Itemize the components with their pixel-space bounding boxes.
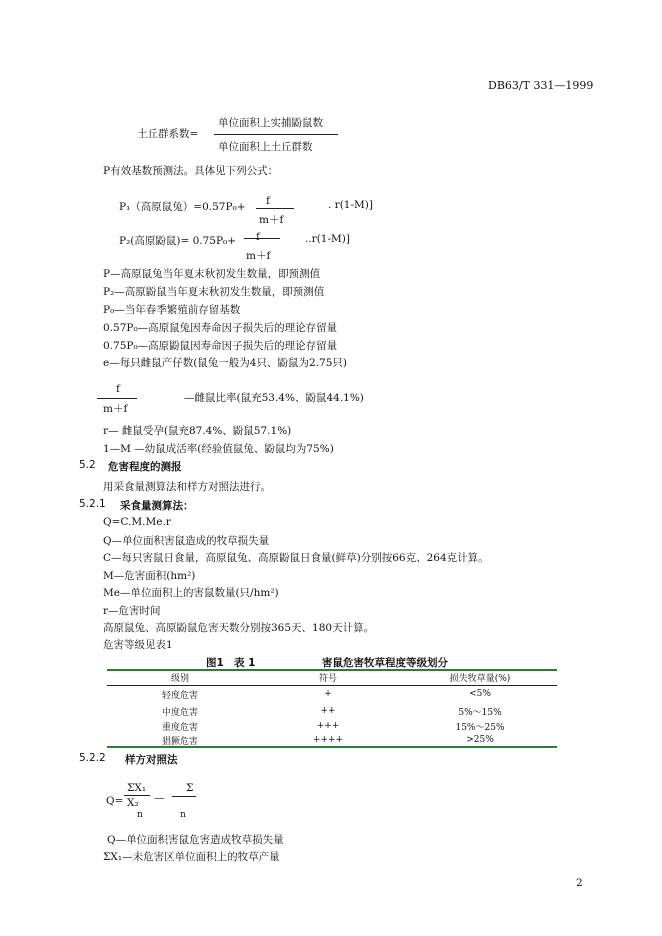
formula2-denominator: m＋f [259,214,284,226]
formula2-lhs: P₁（高原鼠兔）=0.57P₀+ [119,201,246,213]
formula4-n2: n [180,810,186,820]
definition-line: P—高原鼠兔当年夏末秋初发生数量，即预测值 [103,268,321,280]
formula1-numerator: 单位面积上实捕鼢鼠数 [218,117,323,129]
definition-line: C—每只害鼠日食量，高原鼠兔、高原鼢鼠日食量(鲜草)分别按66克、264克计算。 [103,552,489,564]
page-number: 2 [576,877,583,889]
formula2-fraction-bar [256,208,294,209]
formula3-denominator: m＋f [246,250,271,262]
subsection-number: 5.2.2 [79,752,106,764]
definition-line: Q—单位面积害鼠危害造成牧草损失量 [107,834,284,846]
definition-line: 1—M —幼鼠成活率(经验值鼠兔、鼢鼠均为75%) [103,443,334,455]
definition-line: P₀—当年春季繁殖前存留基数 [103,304,241,316]
table-cell: 重度危害 [161,722,198,733]
table-cell: 猖獗危害 [161,736,198,747]
definition-line: Me—单位面积上的害鼠数量(只/hm²) [103,587,279,599]
table-cell: 15%～25% [455,722,505,733]
table-header-cell: 符号 [318,673,337,684]
formula4-fraction-bar1 [124,795,150,796]
table-cell: >25% [466,735,494,745]
table-cell: 5%～15% [458,707,502,718]
definition-line: r— 雌鼠受孕(鼠充87.4%、鼢鼠57.1%) [103,425,292,437]
table-row [107,719,557,733]
formula1-denominator: 单位面积上土丘群数 [218,141,313,153]
formula4-lhs: Q= [106,795,124,807]
formula4-n1: n [137,810,143,820]
formula4-fraction-bar2 [172,796,196,797]
definition-line: ΣX₁—未危害区单位面积上的牧草产量 [103,851,280,863]
ratio-numerator: f [116,383,120,395]
formula3-tail: ..r(1-M)] [305,233,350,245]
subsection-number: 5.2.1 [79,498,106,510]
figure-label: 图1 [206,657,224,669]
definition-line: 高原鼠兔、高原鼢鼠危害天数分别按365天、180天计算。 [103,622,375,634]
definition-line: 危害等级见表1 [103,639,173,651]
table-title: 害鼠危害牧草程度等级划分 [322,657,448,669]
section-number: 5.2 [79,459,96,471]
table-header-row [107,669,557,685]
table-label: 表 1 [234,657,256,669]
table-cell: 轻度危害 [161,690,198,701]
table-cell: ++++ [312,735,344,745]
section-title: 危害程度的测报 [108,461,182,473]
table-cell: + [324,689,332,699]
table-row [107,703,557,719]
formula1-fraction-bar [214,134,338,135]
ratio-fraction-bar [97,398,137,399]
formula1-lhs: 土丘群系数= [137,128,199,140]
definition-line: e—每只雌鼠产仔数(鼠兔一般为4只、鼢鼠为2.75只) [103,357,347,369]
formula3-fraction-bar [244,238,280,239]
table-header-cell: 损失牧草量(%) [449,673,511,684]
ratio-denominator: m＋f [103,403,128,415]
definition-line: Q—单位面积害鼠造成的牧草损失量 [103,535,270,547]
subsection-title: 样方对照法 [125,754,178,766]
table-cell: +++ [316,721,340,731]
definition-line: M—危害面积(hm²) [103,570,196,582]
section-text: 用采食量测算法和样方对照法进行。 [103,481,271,493]
formula4-minus: — [154,792,165,804]
definition-line: P₂—高原鼢鼠当年夏末秋初发生数量，即预测值 [103,286,325,298]
table-cell: 中度危害 [161,707,198,718]
definition-line: 0.75P₀—高原鼢鼠因寿命因子损失后的理论存留量 [103,340,338,352]
formula4-denominator1: X₂ [127,797,139,809]
table-cell: ++ [320,706,336,716]
formula3-numerator: f [256,231,260,243]
definition-line: r—危害时间 [103,605,161,617]
formula4-numerator1: ΣX₁ [127,782,147,794]
formula3-lhs: P₂(高原鼢鼠)= 0.75P₀+ [119,235,237,247]
table-row [107,685,557,703]
formula2-numerator: f [266,195,270,207]
definition-line: Q=C.M.Me.r [103,516,171,528]
p-method-text: P有效基数预测法。具体见下列公式： [103,165,279,177]
formula4-numerator2: Σ [186,782,194,794]
formula2-tail: . r(1-M)] [328,199,373,211]
table-row [107,733,557,747]
damage-level-table [107,669,557,747]
ratio-text: —雌鼠比率(鼠充53.4%、鼢鼠44.1%) [184,392,364,404]
table-cell: <5% [469,689,491,699]
table-header-cell: 级别 [170,673,189,684]
subsection-title: 采食量测算法： [120,500,194,512]
doc-code: DB63/T 331—1999 [488,79,594,92]
definition-line: 0.57P₀—高原鼠兔因寿命因子损失后的理论存留量 [103,322,338,334]
